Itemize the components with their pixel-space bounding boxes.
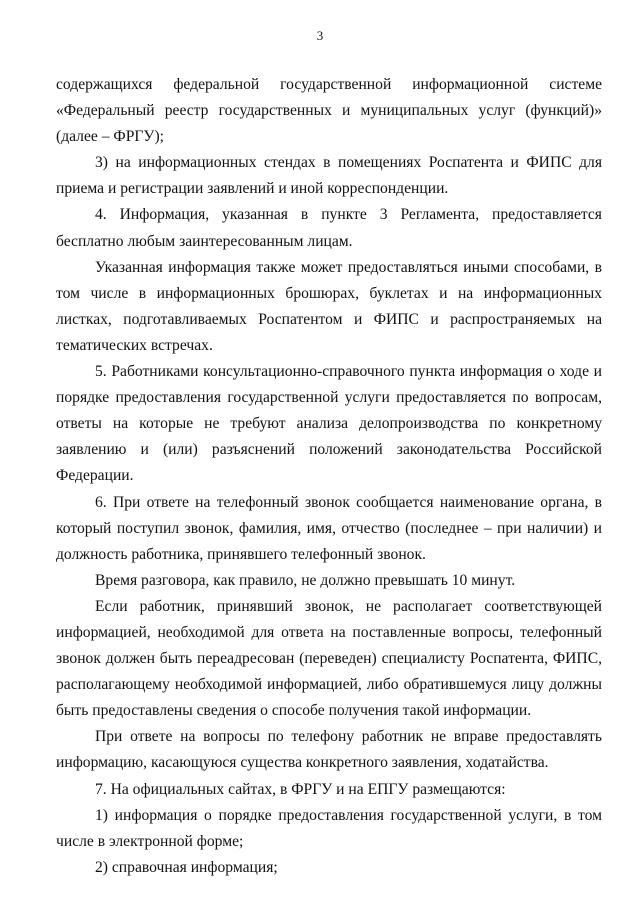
paragraph-other-methods: Указанная информация также может предоставляться иными способами, в том числе в информационных брошюрах, буклетах и на информационных листках, подготавливаемых Роспатентом и ФИПС и распространяемых на тематических встречах. xyxy=(56,258,602,354)
paragraph-call-redirect: Если работник, принявший звонок, не располагает соответствующей информацией, необходимой для ответа на поставленные вопросы, телефонный звонок должен быть переадресован (переведен) специалисту Роспатента, ФИПС, располагающему необходимой информацией, либо обратившемуся лицу должны быть предоставлены сведения о способе получения такой информации. xyxy=(56,597,602,720)
paragraph-item-3: 3) на информационных стендах в помещениях Роспатента и ФИПС для приема и регистрации заявлений и иной корреспонденции. xyxy=(56,154,602,198)
paragraph-clause-7: 7. На официальных сайтах, в ФРГУ и на ЕПГУ размещаются: xyxy=(95,780,506,798)
paragraph-continuation: содержащихся федеральной государственной информационной системе «Федеральный реестр государственных и муниципальных услуг (функций)» (далее – ФРГУ); xyxy=(56,76,602,146)
paragraph-item-7-2: 2) справочная информация; xyxy=(95,858,278,876)
paragraph-clause-6: 6. При ответе на телефонный звонок сообщается наименование органа, в который поступил звонок, фамилия, имя, отчество (последнее – при наличии) и должность работника, принявшего телефонный звонок. xyxy=(56,493,602,563)
paragraph-call-duration: Время разговора, как правило, не должно превышать 10 минут. xyxy=(95,571,516,589)
paragraph-clause-5: 5. Работниками консультационно-справочного пункта информация о ходе и порядке предоставления государственной услуги предоставляется по вопросам, ответы на которые не требуют анализа делопроизводства по конкретному заявлению и (или) разъяснений положений законодательства Российской Федерации. xyxy=(56,363,602,485)
page-number: 3 xyxy=(316,28,324,43)
paragraph-item-7-1: 1) информация о порядке предоставления государственной услуги, в том числе в электронной форме; xyxy=(56,806,602,850)
paragraph-phone-restriction: При ответе на вопросы по телефону работник не вправе предоставлять информацию, касающуюся существа конкретного заявления, ходатайства. xyxy=(56,728,602,772)
document-body xyxy=(56,72,602,881)
paragraph-clause-4: 4. Информация, указанная в пункте 3 Регламента, предоставляется бесплатно любым заинтересованным лицам. xyxy=(56,206,602,250)
